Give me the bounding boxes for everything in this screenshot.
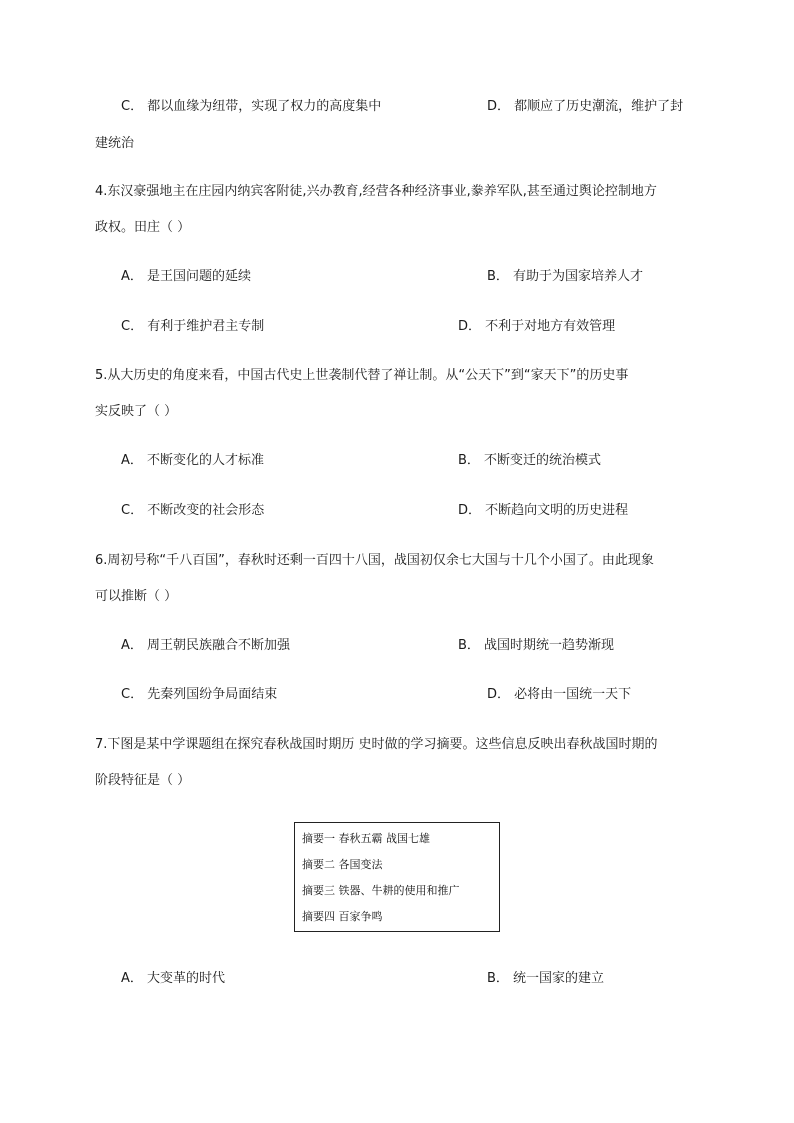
q5-option-b: B． 不断变迁的统治模式 bbox=[458, 453, 602, 468]
summary-row-1: 摘要一 春秋五霸 战国七雄 bbox=[302, 832, 430, 845]
summary-row-2: 摘要二 各国变法 bbox=[302, 858, 383, 871]
q3-option-d: D． 都顺应了历史潮流，维护了封 bbox=[487, 99, 684, 114]
q7-option-a: A． 大变革的时代 bbox=[121, 971, 226, 986]
summary-row-3: 摘要三 铁器、牛耕的使用和推广 bbox=[302, 884, 460, 897]
q5-option-a: A． 不断变化的人才标准 bbox=[121, 453, 265, 468]
q4-option-b: B． 有助于为国家培养人才 bbox=[487, 269, 644, 284]
q7-summary-figure bbox=[294, 822, 500, 932]
q6-stem: 6.周初号称“千八百国”，春秋时还剩一百四十八国，战国初仅余七大国与十几个小国了。由此现象 bbox=[95, 553, 654, 568]
q3-option-c: C． 都以血缘为纽带，实现了权力的高度集中 bbox=[121, 99, 382, 114]
q7-stem: 7.下图是某中学课题组在探究春秋战国时期历 史时做的学习摘要。这些信息反映出春秋战国时期的 bbox=[95, 737, 658, 752]
q6-option-b: B． 战国时期统一趋势渐现 bbox=[458, 638, 615, 653]
q4-option-c: C． 有利于维护君主专制 bbox=[121, 319, 265, 334]
q6-option-c: C． 先秦列国纷争局面结束 bbox=[121, 687, 278, 702]
q4-stem-continuation: 政权。田庄（ ） bbox=[95, 220, 191, 235]
q6-option-a: A． 周王朝民族融合不断加强 bbox=[121, 638, 291, 653]
q5-stem: 5.从大历史的角度来看，中国古代史上世袭制代替了禅让制。从“公天下”到“家天下”的历史事 bbox=[95, 368, 629, 383]
q5-option-c: C． 不断改变的社会形态 bbox=[121, 503, 265, 518]
q6-stem-continuation: 可以推断（ ） bbox=[95, 589, 178, 604]
q5-option-d: D． 不断趋向文明的历史进程 bbox=[458, 503, 629, 518]
q4-option-a: A． 是王国问题的延续 bbox=[121, 269, 252, 284]
q3-option-d-continuation: 建统治 bbox=[95, 136, 135, 151]
q4-stem: 4.东汉豪强地主在庄园内纳宾客附徒,兴办教育,经营各种经济事业,豢养军队,甚至通过舆论控制地方 bbox=[95, 184, 657, 199]
summary-row-4: 摘要四 百家争鸣 bbox=[302, 910, 383, 923]
q4-option-d: D． 不利于对地方有效管理 bbox=[458, 319, 616, 334]
q7-stem-continuation: 阶段特征是（ ） bbox=[95, 773, 191, 788]
q6-option-d: D． 必将由一国统一天下 bbox=[487, 687, 632, 702]
q7-option-b: B． 统一国家的建立 bbox=[487, 971, 605, 986]
q5-stem-continuation: 实反映了（ ） bbox=[95, 404, 178, 419]
